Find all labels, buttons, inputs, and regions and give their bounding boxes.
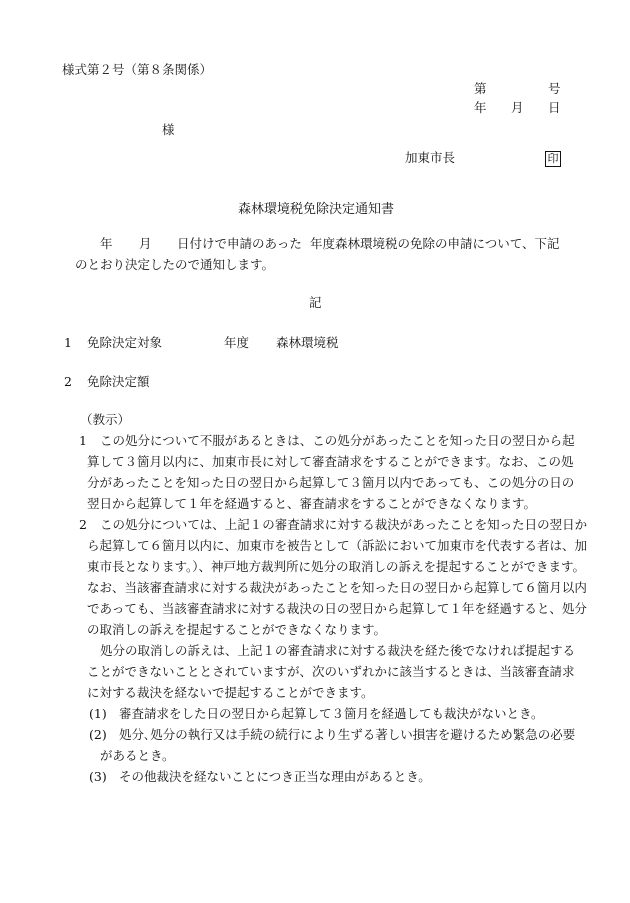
form-label: 様式第２号（第８条関係） xyxy=(62,62,213,77)
notice-sub-2-line: があるとき。 xyxy=(100,748,175,763)
intro-year: 年 xyxy=(100,236,113,251)
document-title: 森林環境税免除決定通知書 xyxy=(238,202,395,217)
notice-p1-line: 翌日から起算して１年を経過すると、審査請求をすることができなくなります。 xyxy=(87,496,537,511)
notice-sub-3-line: その他裁決を経ないことにつき正当な理由があるとき。 xyxy=(119,769,431,784)
notice-p2-number: 2 xyxy=(79,517,87,532)
notice-p1-number: 1 xyxy=(79,433,87,448)
number-label: 第 xyxy=(474,81,487,96)
notice-p2-line: であっても、当該審査請求に対する裁決の日の翌日から起算して１年を経過すると、処分 xyxy=(87,601,587,616)
date-day: 日 xyxy=(548,100,561,115)
intro-line2: のとおり決定したので通知します。 xyxy=(75,257,275,272)
notice-p3-line: に対する裁決を経ないで提起することができます。 xyxy=(87,685,374,700)
ki-heading: 記 xyxy=(309,295,322,310)
notice-p2-line: この処分については、上記１の審査請求に対する裁決があったことを知った日の翌日か xyxy=(100,517,588,532)
notice-p1-line: 分があったことを知った日の翌日から起算して３箇月以内であっても、この処分の日の xyxy=(87,475,575,490)
notice-sub-2-line: 処分､処分の執行又は手続の続行により生ずる著しい損害を避けるため緊急の必要 xyxy=(119,727,576,742)
notice-p2-line: 東市長となります。）、神戸地方裁判所に処分の取消しの訴えを提起することができます。 xyxy=(87,559,586,574)
addressee-suffix: 様 xyxy=(162,122,175,137)
notice-p3-line: ことができないこととされていますが、次のいずれかに該当するときは、当該審査請求 xyxy=(87,664,575,679)
notice-sub-1-line: 審査請求をした日の翌日から起算して３箇月を経過しても裁決がないとき。 xyxy=(119,706,544,721)
notice-p1-line: 算して３箇月以内に、加東市長に対して審査請求をすることができます。なお、この処 xyxy=(87,454,574,469)
intro-rest: 日付けで申請のあった xyxy=(177,236,302,251)
notice-sub-3-number: (3) xyxy=(89,769,107,784)
notice-heading: （教示） xyxy=(80,412,131,427)
item-2-label: 免除決定額 xyxy=(87,374,150,389)
notice-p2-line: なお、当該審査請求に対する裁決があったことを知った日の翌日から起算して６箇月以内 xyxy=(87,580,587,595)
notice-sub-1-number: (1) xyxy=(89,706,107,721)
item-1-value: 森林環境税 xyxy=(276,335,339,350)
date-year: 年 xyxy=(474,100,487,115)
notice-p2-line: の取消しの訴えを提起することができなくなります。 xyxy=(87,622,387,637)
notice-p3-line: 処分の取消しの訴えは、上記１の審査請求に対する裁決を経た後でなければ提起する xyxy=(100,643,576,658)
number-suffix: 号 xyxy=(548,81,561,96)
notice-p2-line: ら起算して６箇月以内に、加東市を被告として（訴訟において加東市を代表する者は、加 xyxy=(87,538,588,553)
item-1-year: 年度 xyxy=(224,335,250,350)
item-1-number: 1 xyxy=(64,335,72,350)
intro-tail: 年度森林環境税の免除の申請について、下記 xyxy=(310,236,560,251)
notice-sub-2-number: (2) xyxy=(89,727,107,742)
date-month: 月 xyxy=(511,100,524,115)
notice-p1-line: この処分について不服があるときは、この処分があったことを知った日の翌日から起 xyxy=(100,433,575,448)
seal-mark: 印 xyxy=(545,151,561,167)
intro-month: 月 xyxy=(139,236,152,251)
item-1-label: 免除決定対象 xyxy=(87,335,163,350)
issuer: 加東市長 xyxy=(405,150,456,165)
item-2-number: 2 xyxy=(64,374,72,389)
